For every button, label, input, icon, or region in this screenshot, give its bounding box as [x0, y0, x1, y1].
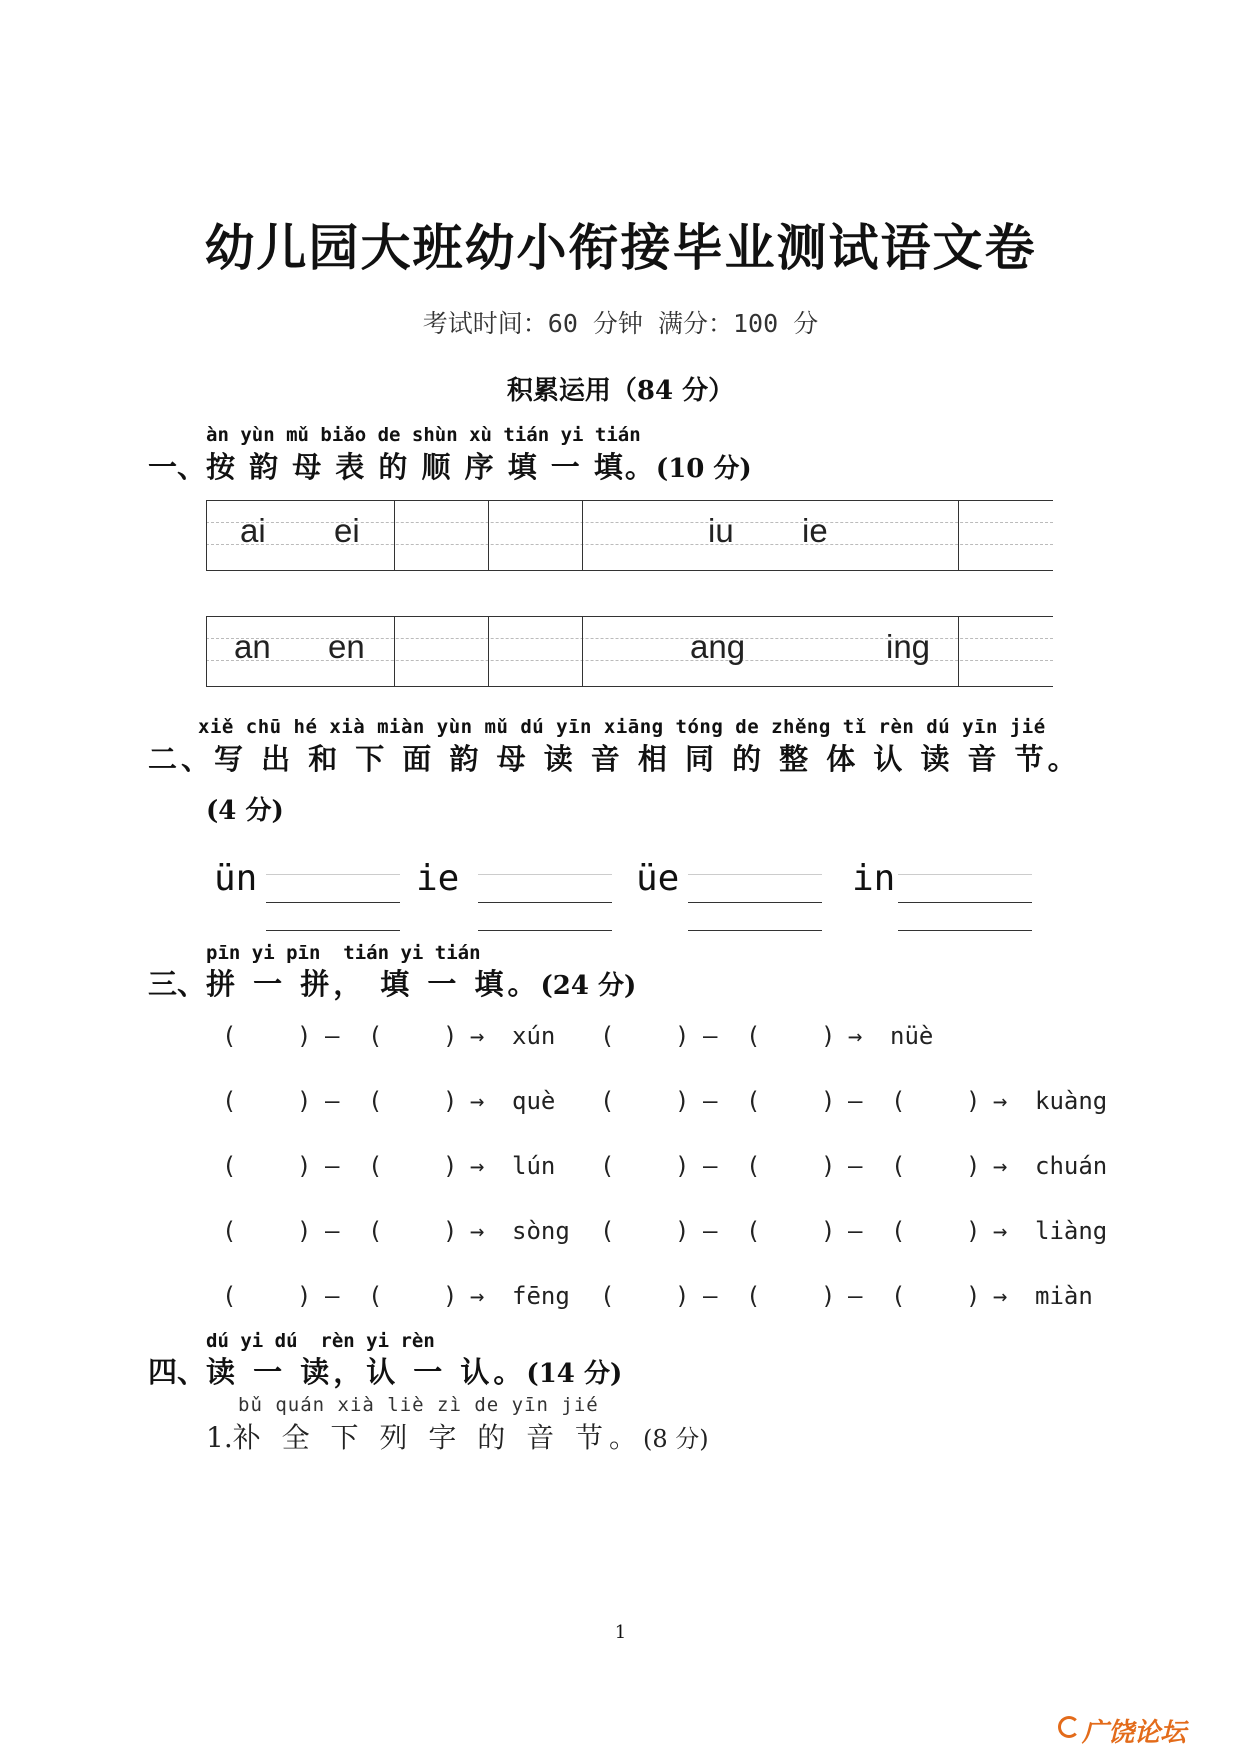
q3-dash: —: [325, 1217, 340, 1245]
q4-pinyin: dú yi dú rèn yi rèn: [206, 1330, 435, 1352]
q1-heading: [148, 445, 752, 486]
q1-pinyin: àn yùn mǔ biǎo de shùn xù tián yi tián: [206, 424, 641, 446]
q3-heading: [148, 962, 636, 1003]
q2-answer-blank[interactable]: [266, 864, 400, 904]
q3-paren-close: ): [443, 1022, 458, 1050]
q3-left-syllable: xún: [512, 1022, 556, 1050]
q3-paren-close: ): [821, 1282, 836, 1310]
q3-paren-open: (: [368, 1282, 383, 1310]
q1-r1-item: ei: [334, 512, 360, 549]
q3-dash: —: [325, 1087, 340, 1115]
q3-paren-open: (: [746, 1087, 761, 1115]
q4-score: (14 分): [526, 1359, 623, 1389]
part-heading: 积累运用（84 分）: [506, 376, 735, 406]
q3-arrow: →: [993, 1217, 1008, 1245]
page-number: 1: [614, 1622, 627, 1643]
q2-item: ie: [416, 858, 460, 899]
q2-answer-blank[interactable]: [478, 864, 612, 904]
q2-answer-blank[interactable]: [688, 864, 822, 904]
q3-paren-close: ): [966, 1152, 981, 1180]
q3-paren-open: (: [222, 1022, 237, 1050]
q3-dash: —: [325, 1022, 340, 1050]
q4-label: 四、: [148, 1355, 207, 1389]
q3-paren-close: ): [966, 1282, 981, 1310]
q3-arrow: →: [993, 1087, 1008, 1115]
q3-arrow: →: [470, 1022, 485, 1050]
q3-right-syllable: kuàng: [1035, 1087, 1108, 1115]
q2-answer-blank[interactable]: [898, 864, 1032, 904]
page-title: 幼儿园大班幼小衔接毕业测试语文卷: [204, 219, 1037, 277]
q3-score: (24 分): [540, 971, 637, 1001]
q3-paren-close: ): [297, 1282, 312, 1310]
q3-dash: —: [703, 1022, 718, 1050]
q1-r2-item: ing: [886, 628, 931, 665]
q3-arrow: →: [993, 1282, 1008, 1310]
q3-arrow: →: [470, 1152, 485, 1180]
exam-info: 考试时间：60 分钟 满分：100 分: [422, 309, 819, 338]
q3-arrow: →: [993, 1152, 1008, 1180]
watermark: 广饶论坛: [1082, 1718, 1187, 1748]
q3-paren-close: ): [443, 1217, 458, 1245]
q3-paren-open: (: [368, 1022, 383, 1050]
q4-sub1-score: (8 分): [643, 1425, 709, 1453]
q1-r2-item: an: [234, 628, 271, 665]
q3-paren-open: (: [222, 1087, 237, 1115]
q3-dash: —: [848, 1152, 863, 1180]
q3-arrow: →: [470, 1087, 485, 1115]
q3-paren-close: ): [443, 1087, 458, 1115]
q3-paren-open: (: [368, 1152, 383, 1180]
q2-label: 二、: [148, 742, 215, 776]
q3-paren-open: (: [600, 1282, 615, 1310]
q3-paren-close: ): [675, 1022, 690, 1050]
q4-text: 读 一 读，认 一 认。: [206, 1355, 527, 1389]
q1-text: 按 韵 母 表 的 顺 序 填 一 填。: [206, 450, 656, 484]
q3-paren-open: (: [600, 1087, 615, 1115]
q3-paren-close: ): [297, 1087, 312, 1115]
q3-paren-open: (: [746, 1152, 761, 1180]
q3-paren-open: (: [746, 1022, 761, 1050]
q3-paren-open: (: [891, 1087, 906, 1115]
q3-paren-close: ): [443, 1152, 458, 1180]
q3-paren-open: (: [368, 1087, 383, 1115]
q3-paren-close: ): [675, 1217, 690, 1245]
q3-dash: —: [325, 1152, 340, 1180]
q1-grid-row-1: [206, 500, 1053, 572]
q3-arrow: →: [470, 1217, 485, 1245]
q1-label: 一、: [148, 450, 207, 484]
q2-item: üe: [636, 858, 680, 899]
q2-text: 写 出 和 下 面 韵 母 读 音 相 同 的 整 体 认 读 音 节。: [214, 742, 1081, 776]
q3-paren-open: (: [891, 1152, 906, 1180]
q3-paren-open: (: [222, 1217, 237, 1245]
q3-paren-close: ): [821, 1152, 836, 1180]
q3-paren-open: (: [891, 1217, 906, 1245]
q3-dash: —: [848, 1217, 863, 1245]
q1-r1-item: ai: [240, 512, 266, 549]
q2-item: ün: [214, 858, 258, 899]
q3-dash: —: [848, 1282, 863, 1310]
q4-sub1-label: 1.: [206, 1421, 233, 1454]
q3-pinyin: pīn yi pīn tián yi tián: [206, 942, 481, 964]
q4-sub1: [206, 1416, 709, 1456]
q3-paren-close: ): [821, 1217, 836, 1245]
q3-paren-open: (: [600, 1217, 615, 1245]
q3-paren-close: ): [297, 1022, 312, 1050]
q3-left-syllable: fēng: [512, 1282, 570, 1310]
q1-r2-item: en: [328, 628, 365, 665]
q3-arrow: →: [470, 1282, 485, 1310]
q3-paren-close: ): [675, 1152, 690, 1180]
q3-dash: —: [703, 1087, 718, 1115]
q3-paren-open: (: [600, 1022, 615, 1050]
q3-left-syllable: lún: [512, 1152, 556, 1180]
q3-dash: —: [703, 1282, 718, 1310]
q1-score: (10 分): [655, 454, 752, 484]
q3-dash: —: [848, 1087, 863, 1115]
q1-r1-item: iu: [708, 512, 734, 549]
q1-r2-item: ang: [690, 628, 746, 665]
q2-score: (4 分): [206, 796, 284, 826]
q3-paren-open: (: [222, 1152, 237, 1180]
q3-right-syllable: chuán: [1035, 1152, 1108, 1180]
q3-dash: —: [703, 1217, 718, 1245]
q2-heading: [148, 737, 1081, 778]
watermark-logo-icon: [1058, 1716, 1080, 1738]
q3-paren-open: (: [746, 1217, 761, 1245]
q1-r1-item: ie: [802, 512, 828, 549]
q3-dash: —: [703, 1152, 718, 1180]
q3-paren-close: ): [443, 1282, 458, 1310]
q3-paren-open: (: [222, 1282, 237, 1310]
q3-paren-close: ): [821, 1022, 836, 1050]
q3-paren-close: ): [966, 1087, 981, 1115]
q3-paren-close: ): [297, 1217, 312, 1245]
q3-paren-open: (: [600, 1152, 615, 1180]
q3-paren-close: ): [966, 1217, 981, 1245]
q2-item: in: [852, 858, 896, 899]
q3-paren-open: (: [368, 1217, 383, 1245]
q3-paren-close: ): [821, 1087, 836, 1115]
q3-left-syllable: sòng: [512, 1217, 570, 1245]
q3-paren-close: ): [675, 1087, 690, 1115]
q3-text: 拼 一 拼， 填 一 填。: [206, 967, 541, 1001]
q3-right-syllable: nüè: [890, 1022, 934, 1050]
q4-sub1-pinyin: bǔ quán xià liè zì de yīn jié: [238, 1394, 599, 1416]
q3-paren-open: (: [891, 1282, 906, 1310]
q4-sub1-text: 补 全 下 列 字 的 音 节。: [232, 1421, 644, 1454]
q3-dash: —: [325, 1282, 340, 1310]
q3-label: 三、: [148, 967, 207, 1001]
q3-arrow: →: [848, 1022, 863, 1050]
q3-right-syllable: miàn: [1035, 1282, 1093, 1310]
q3-paren-close: ): [297, 1152, 312, 1180]
q3-paren-close: ): [675, 1282, 690, 1310]
q2-pinyin: xiě chū hé xià miàn yùn mǔ dú yīn xiāng tóng de zhěng tǐ rèn dú yīn jié: [198, 716, 1046, 738]
q3-paren-open: (: [746, 1282, 761, 1310]
q3-left-syllable: què: [512, 1087, 556, 1115]
q1-grid-row-2: [206, 616, 1053, 688]
q3-right-syllable: liàng: [1035, 1217, 1108, 1245]
q4-heading: [148, 1350, 622, 1391]
